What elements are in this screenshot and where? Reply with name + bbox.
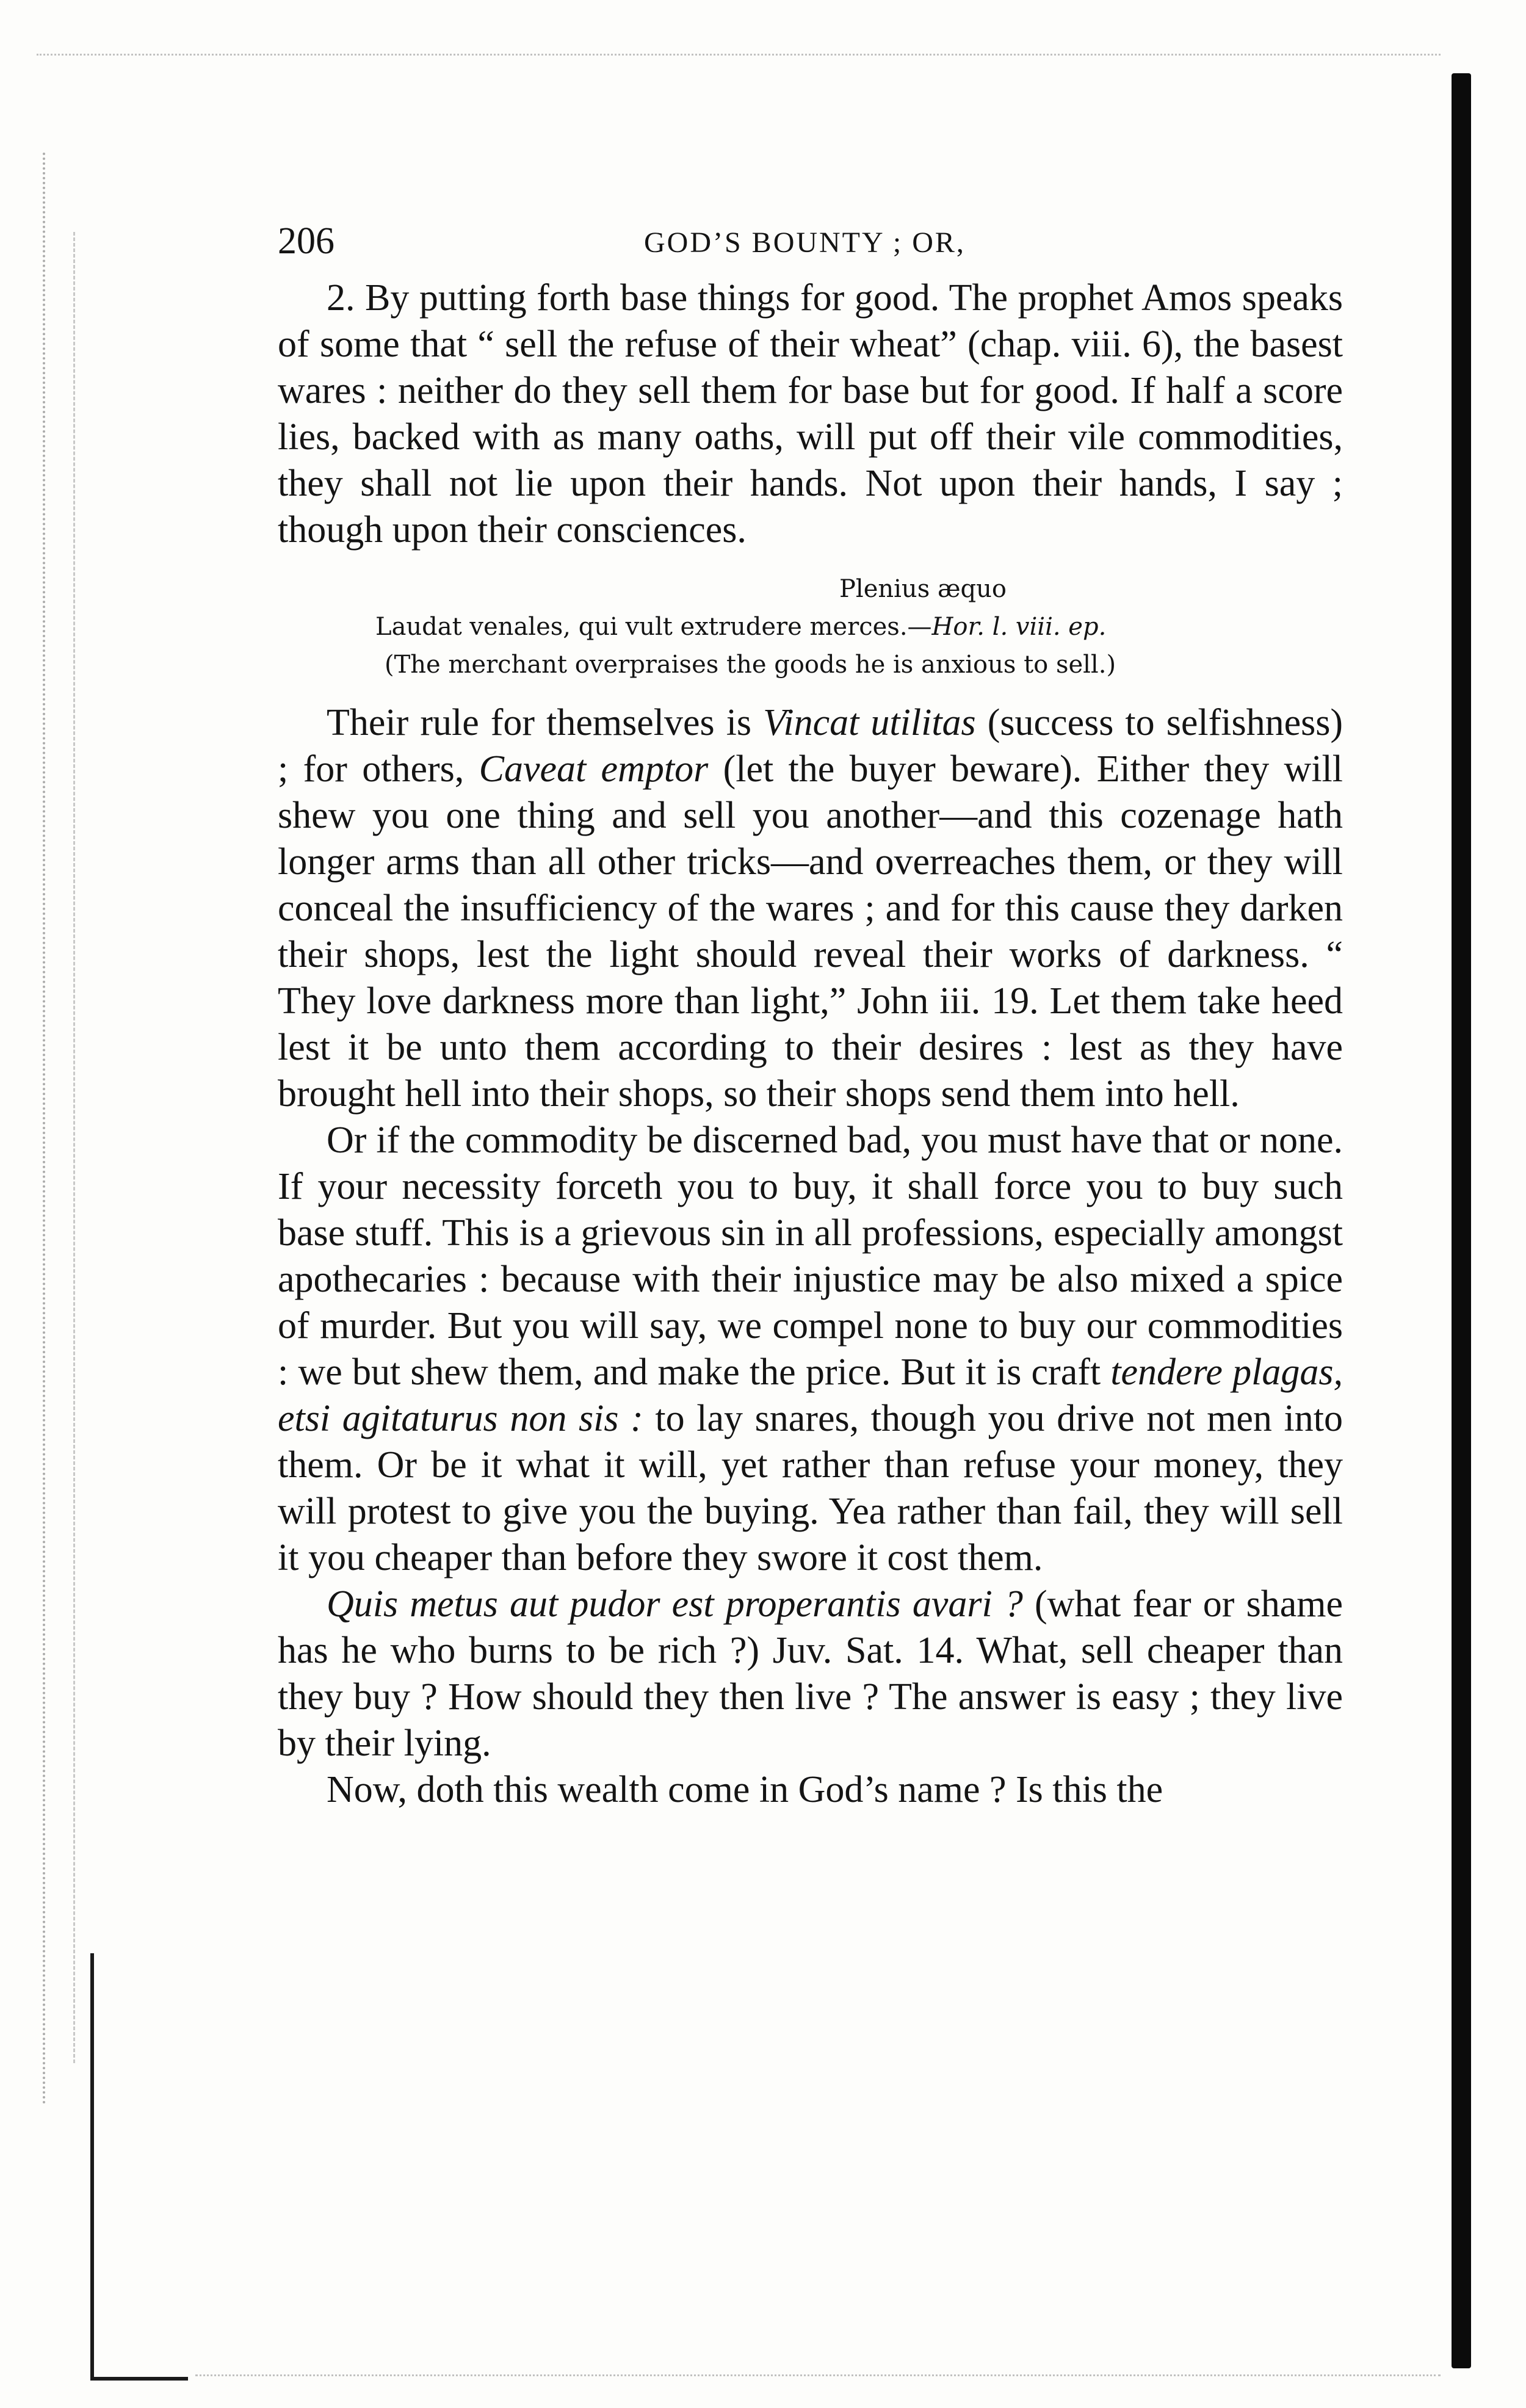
paragraph-5: Now, doth this wealth come in God’s name ? Is this the	[327, 1769, 1163, 1810]
paragraph-2-part-1: Their rule for themselves is	[327, 702, 764, 743]
paragraph-3-part-1: Or if the commodity be discerned bad, you must have that or none. If your necessity forceth you to buy, it shall force you to buy such base stuff. This is a grievous sin in all professions, especially amongst apothecaries : because with their injustice may be also mixed a spice of murder. But you will say, we compel none to buy our commodities : we but shew them, and make the price. But it is craft	[278, 1119, 1343, 1393]
scan-top-edge	[37, 54, 1441, 58]
paragraph-4	[278, 1581, 1343, 1766]
paragraph-2-part-2: (success to selfishness) ; for others,	[278, 702, 1343, 790]
paragraph-2-latin-2: Caveat emptor	[479, 748, 709, 790]
paragraph-4-latin: Quis metus aut pudor est properantis avari ?	[327, 1583, 1023, 1625]
quote-line-2-text: Laudat venales, qui vult extrudere merces.—	[375, 613, 932, 641]
running-head: GOD’S BOUNTY ; OR,	[644, 226, 966, 259]
paragraph-4-part-1: (what fear or shame has he who burns to be rich ?) Juv. Sat. 14. What, sell cheaper than they buy ? How should they then live ? The answer is easy ; they live by their lying.	[278, 1583, 1343, 1764]
scan-bottom-edge	[195, 2374, 1441, 2379]
book-page	[278, 220, 1343, 1813]
scan-bottom-left-rule	[90, 1953, 94, 2381]
page-number: 206	[278, 220, 334, 262]
scan-bottom-left-rule-horizontal	[90, 2377, 188, 2381]
paragraph-1: 2. By putting forth base things for good. The prophet Amos speaks of some that “ sell the refuse of their wheat” (chap. viii. 6), the basest wares : neither do they sell them for base but for good. If half a score lies, backed with as many oaths, will put off their vile commodities, they shall not lie upon their hands. Not upon their hands, I say ; though upon their consciences.	[278, 277, 1343, 551]
paragraph-3-latin: tendere plagas, etsi agitaturus non sis :	[278, 1351, 1343, 1439]
paragraph-2	[278, 700, 1343, 1117]
quote-translation: (The merchant overpraises the goods he is anxious to sell.)	[385, 651, 1116, 679]
quote-citation: Hor. l. viii. ep.	[931, 613, 1107, 641]
quote-line-1: Plenius æquo	[839, 575, 1007, 603]
scan-left-shadow-inner	[73, 232, 78, 2063]
paragraph-2-part-3: (let the buyer beware). Either they will shew you one thing and sell you another—and this cozenage hath longer arms than all other tricks—and overreaches them, or they will conceal the insufficiency of the wares ; and for this cause they darken their shops, lest the light should reveal their works of darkness. “ They love darkness more than light,” John iii. 19. Let them take heed lest it be unto them according to their desires : lest as they have brought hell into their shops, so their shops send them into hell.	[278, 748, 1343, 1115]
page-header	[278, 220, 1343, 275]
latin-quotation	[278, 570, 1343, 684]
scan-right-edge-bar	[1452, 73, 1471, 2368]
paragraph-2-latin-1: Vincat utilitas	[763, 702, 976, 743]
paragraph-3	[278, 1117, 1343, 1581]
scan-left-shadow	[43, 153, 49, 2106]
paragraph-3-part-2: to lay snares, though you drive not men into them. Or be it what it will, yet rather than refuse your money, they will protest to give you the buying. Yea rather than fail, they will sell it you cheaper than before they swore it cost them.	[278, 1398, 1343, 1578]
quote-line-2	[278, 608, 1343, 646]
